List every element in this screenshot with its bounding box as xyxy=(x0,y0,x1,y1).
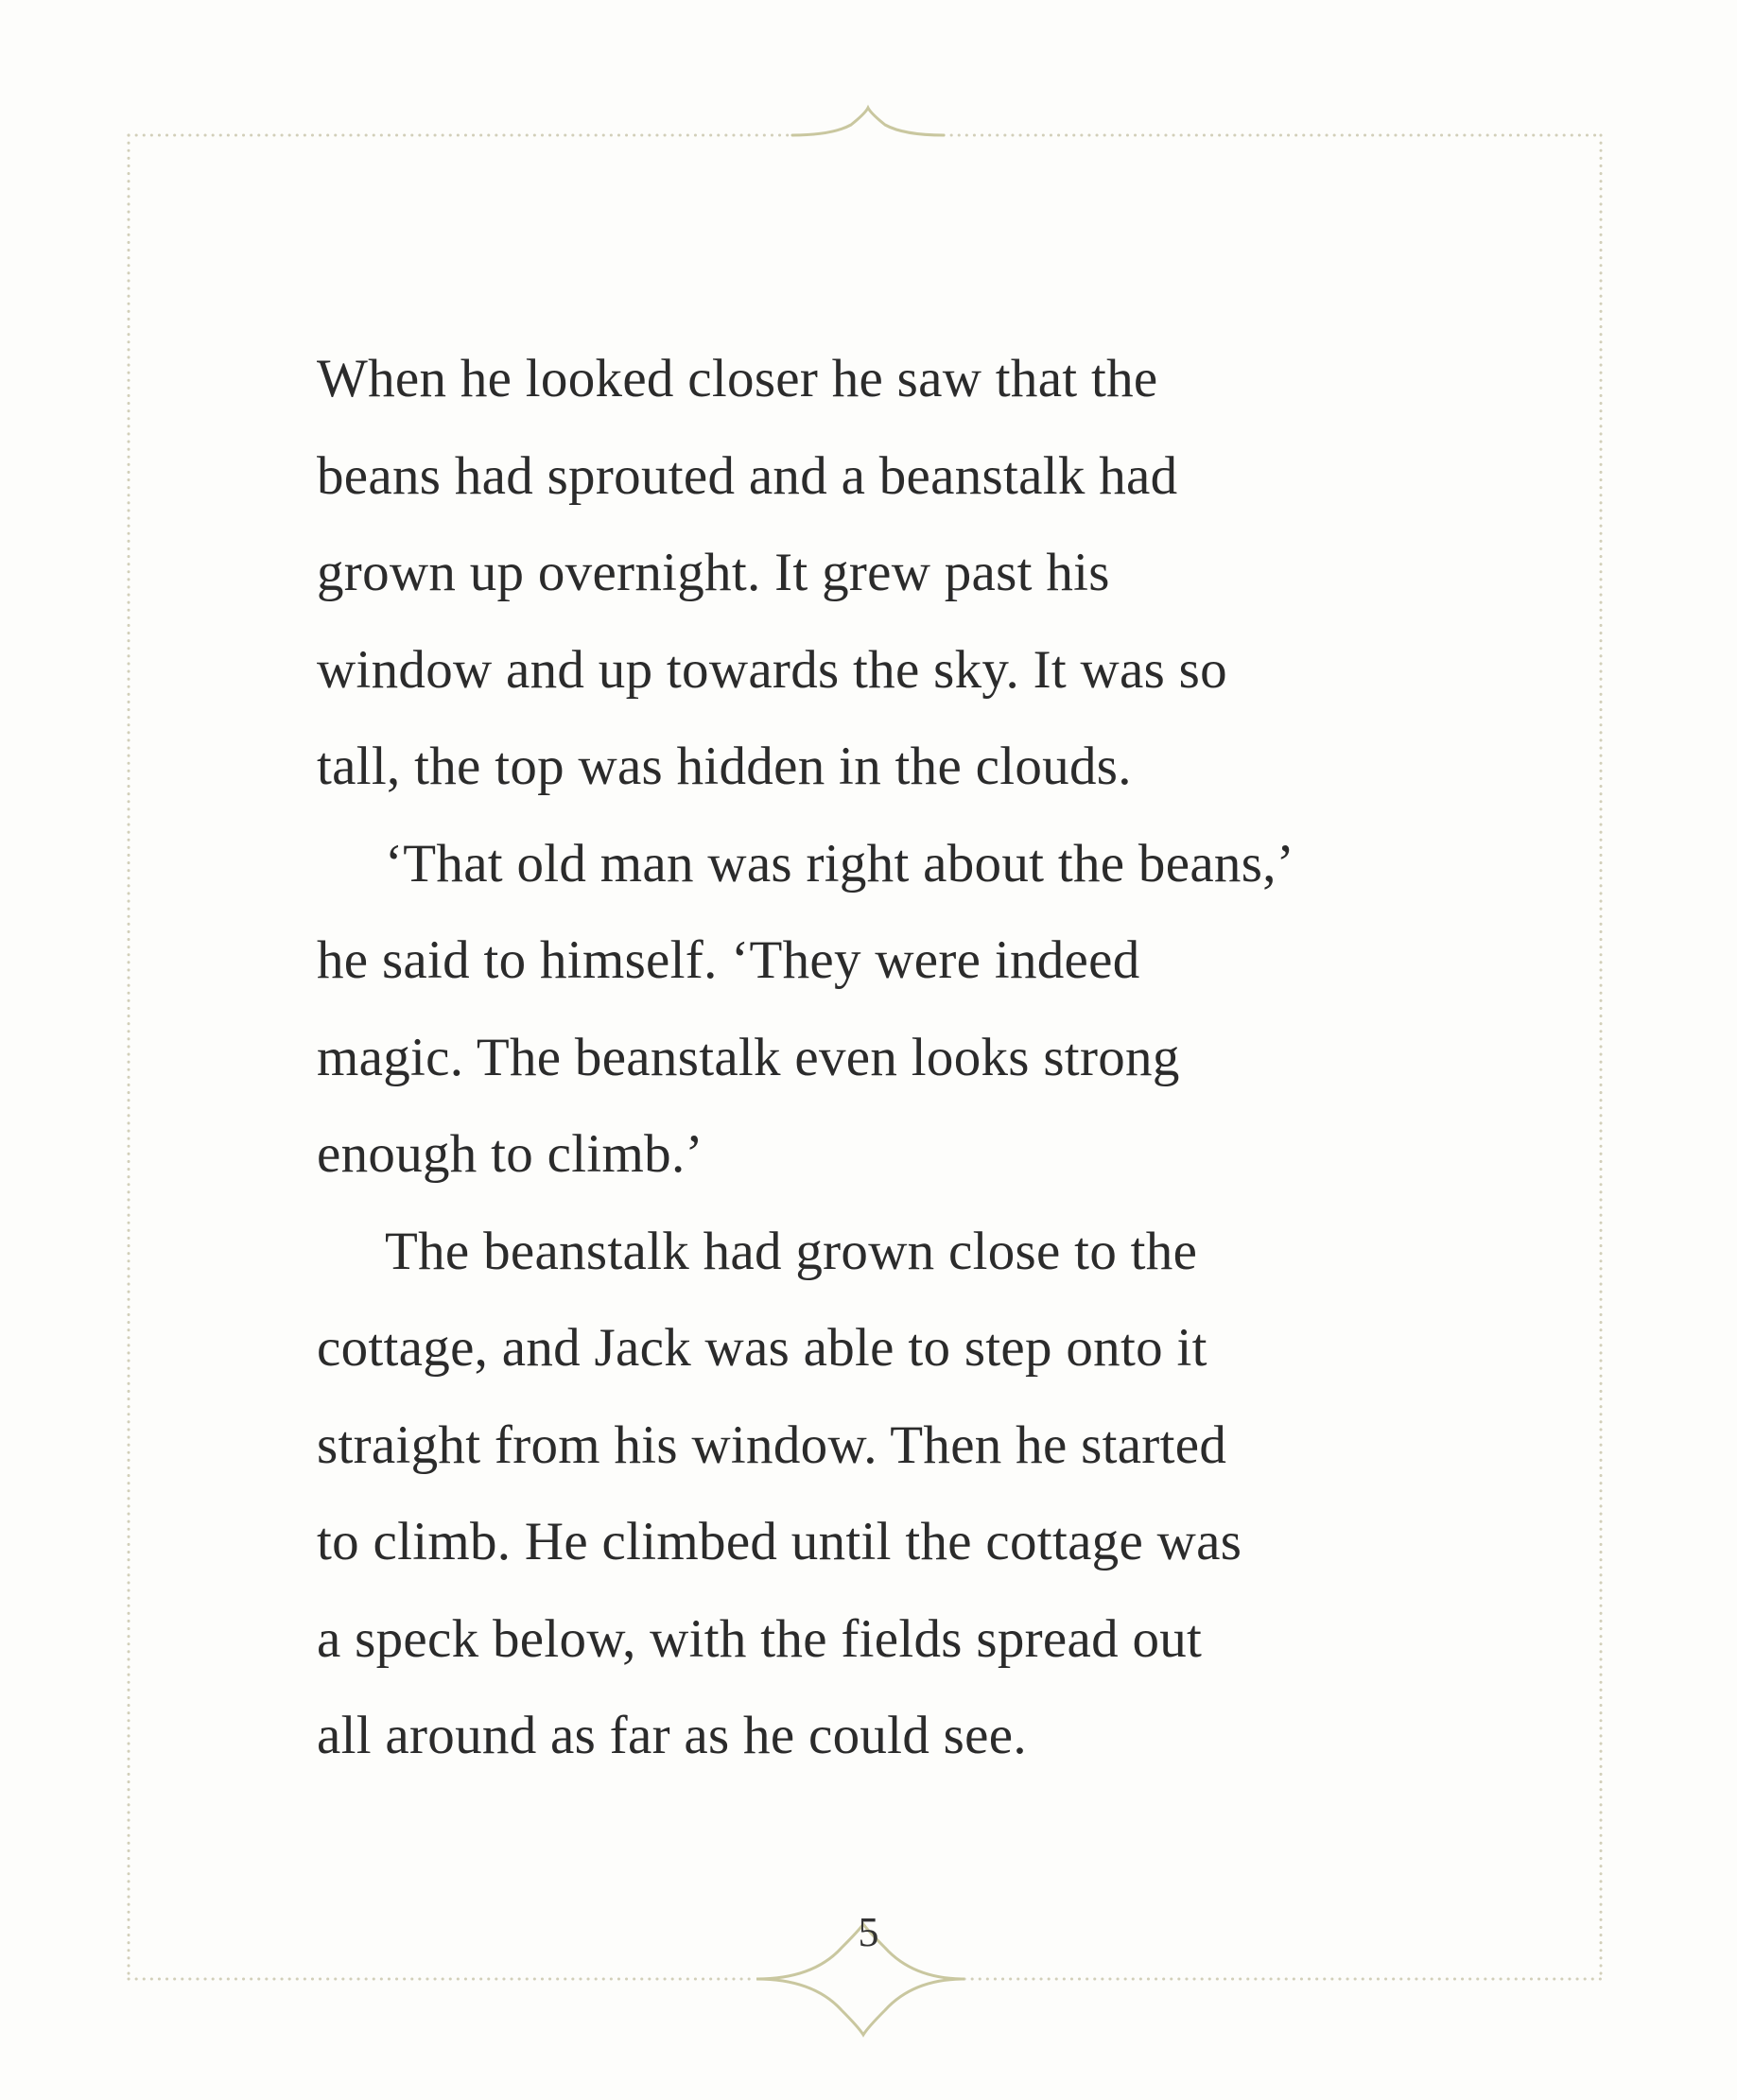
paragraph xyxy=(317,1204,1414,1785)
text-line: ‘That old man was right about the beans,’ xyxy=(385,833,1295,894)
text-line: window and up towards the sky. It was so xyxy=(317,639,1227,700)
text-line: to climb. He climbed until the cottage was xyxy=(317,1512,1242,1571)
text-line: tall, the top was hidden in the clouds. xyxy=(317,737,1132,796)
text-line: a speck below, with the fields spread out xyxy=(317,1608,1203,1669)
text-line: magic. The beanstalk even looks strong xyxy=(317,1027,1180,1087)
top-ornament xyxy=(792,108,944,135)
page-number: 5 xyxy=(858,1909,879,1955)
story-text xyxy=(317,331,1414,1785)
text-line: straight from his window. Then he started xyxy=(317,1414,1227,1475)
text-line: When he looked closer he saw that the xyxy=(317,349,1158,408)
text-line: The beanstalk had grown close to the xyxy=(385,1221,1198,1281)
text-line: all around as far as he could see. xyxy=(317,1706,1027,1765)
text-line: cottage, and Jack was able to step onto it xyxy=(317,1318,1207,1378)
text-line: grown up overnight. It grew past his xyxy=(317,543,1110,602)
text-line: enough to climb.’ xyxy=(317,1124,703,1184)
text-line: he said to himself. ‘They were indeed xyxy=(317,930,1140,990)
paragraph xyxy=(317,331,1414,816)
text-line: beans had sprouted and a beanstalk had xyxy=(317,445,1178,506)
paragraph xyxy=(317,816,1414,1204)
